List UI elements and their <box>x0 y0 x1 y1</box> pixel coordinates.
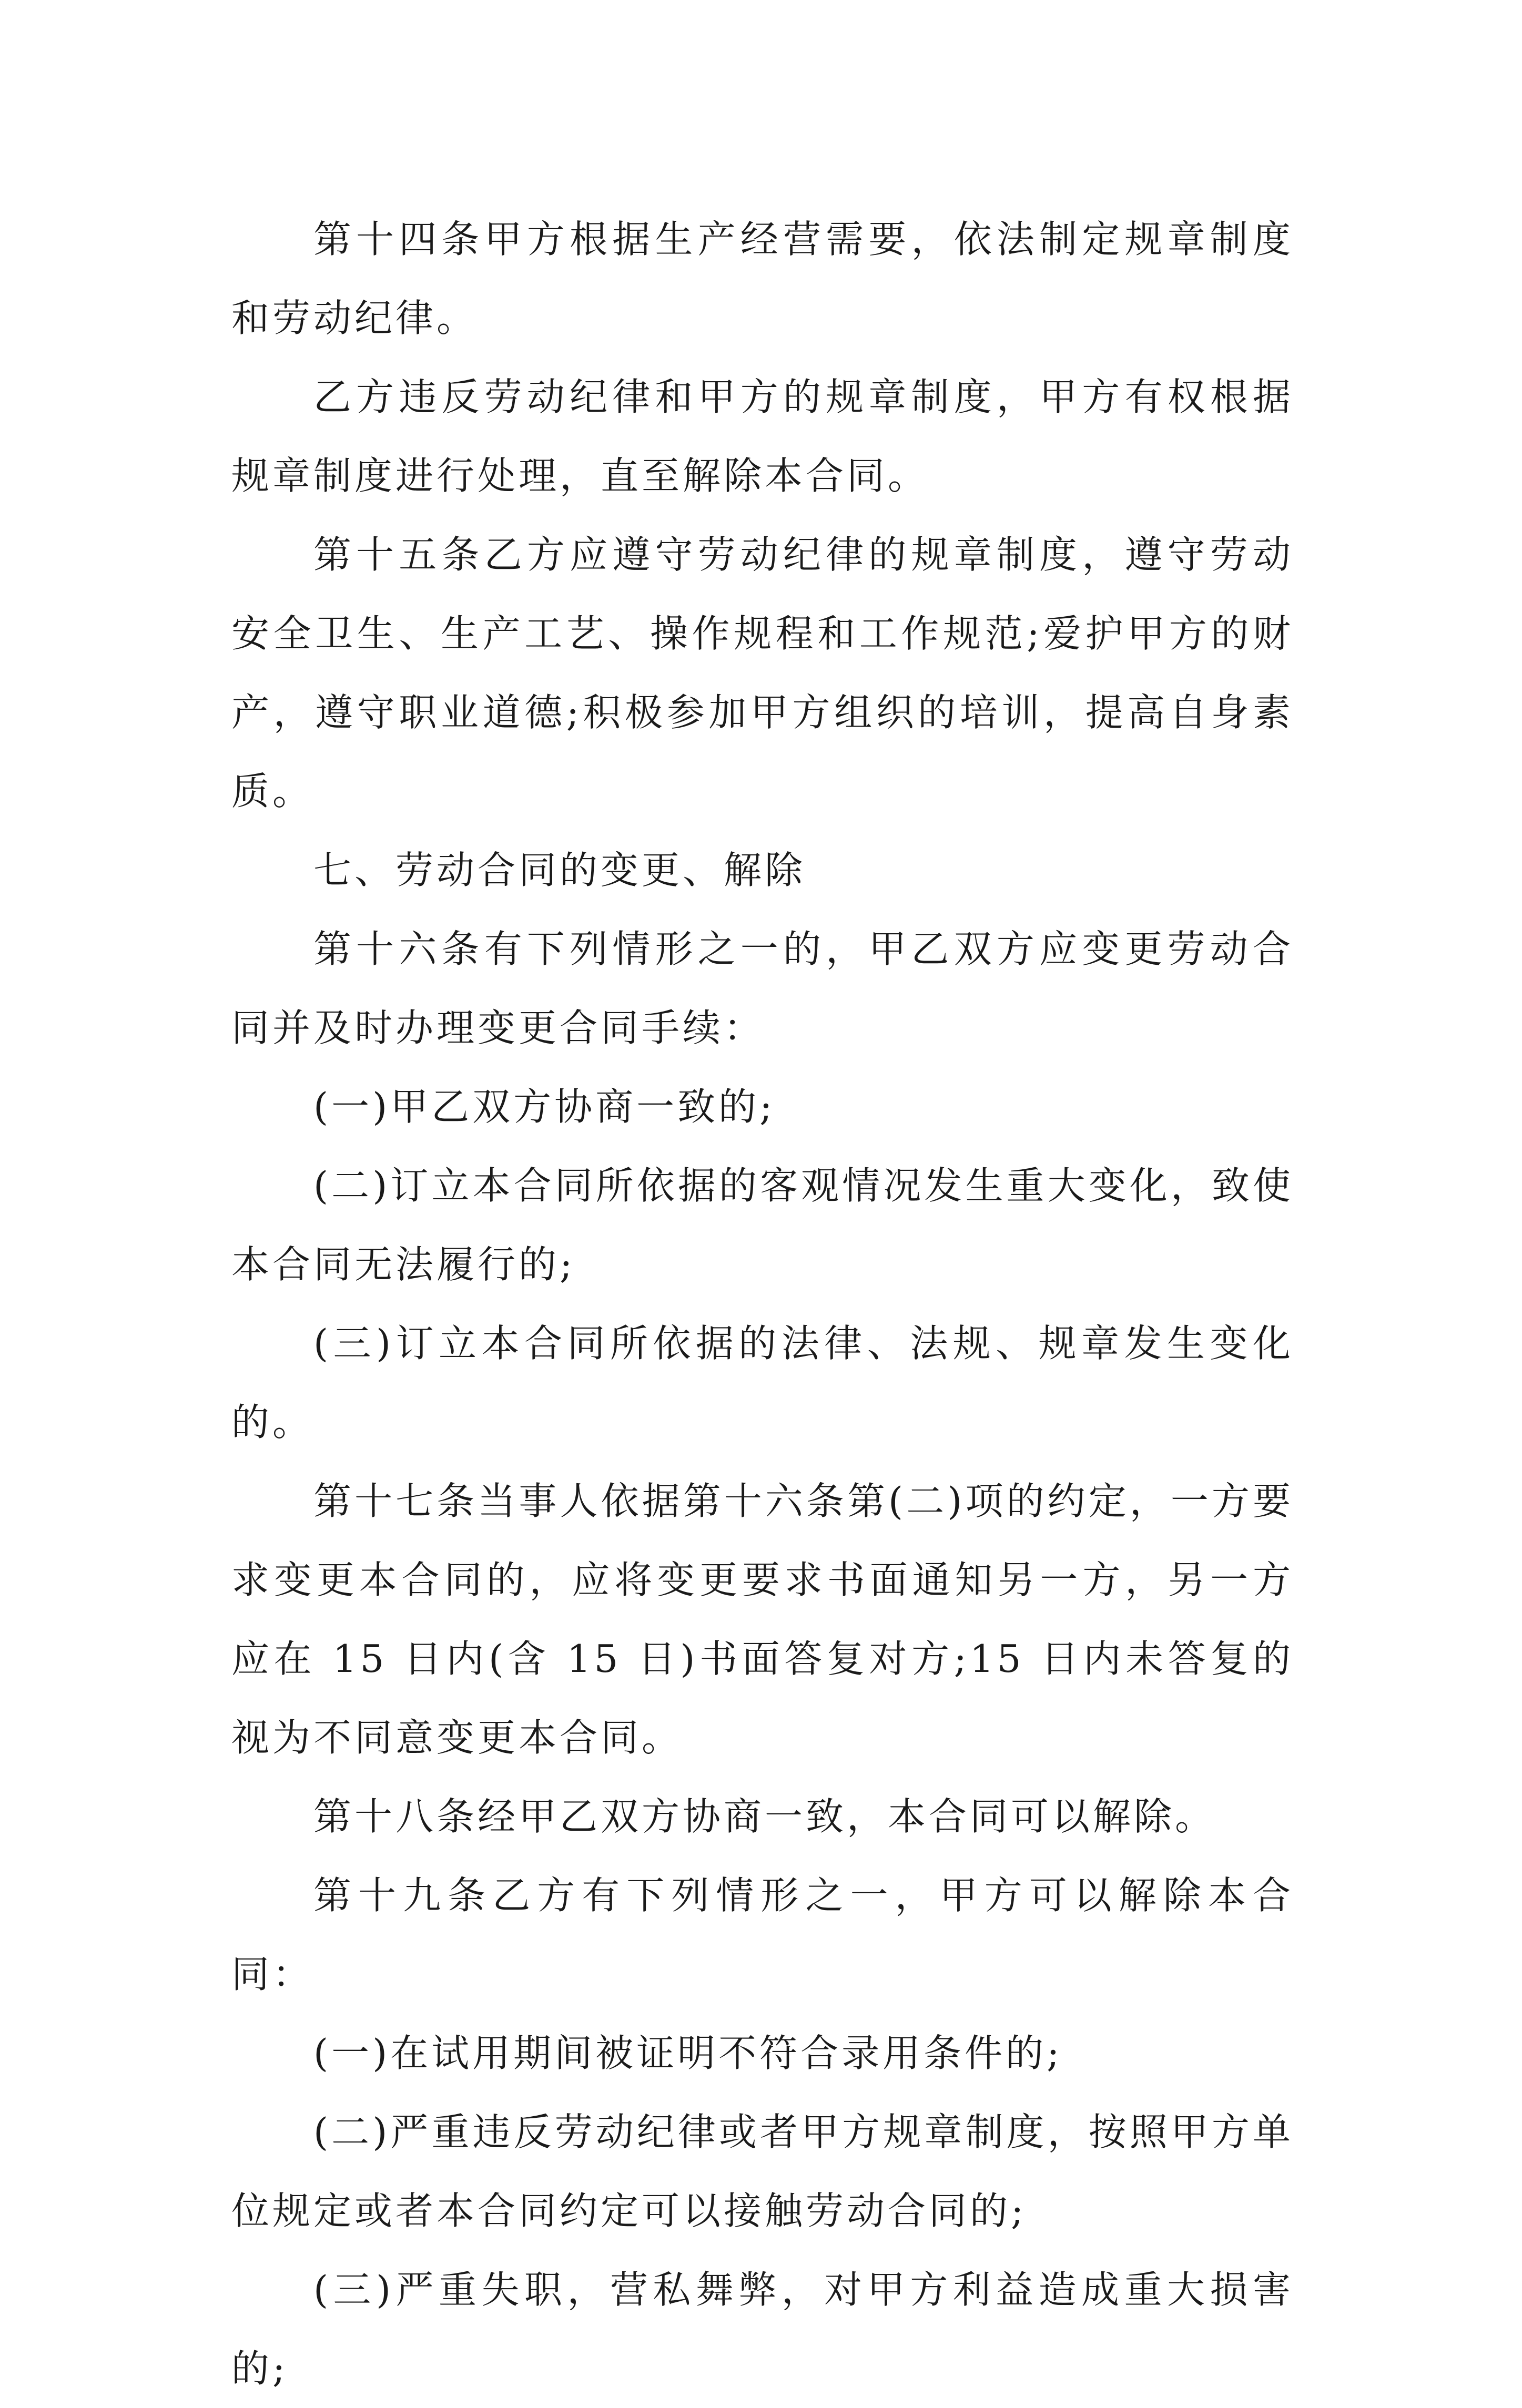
paragraph-article-15: 第十五条乙方应遵守劳动纪律的规章制度，遵守劳动安全卫生、生产工艺、操作规程和工作规范;爱护甲方的财产，遵守职业道德;积极参加甲方组织的培训，提高自身素质。 <box>231 533 1294 813</box>
paragraph-article-16: 第十六条有下列情形之一的，甲乙双方应变更劳动合同并及时办理变更合同手续： <box>231 927 1294 1050</box>
list-item-19-2: (二)严重违反劳动纪律或者甲方规章制度，按照甲方单位规定或者本合同约定可以接触劳动合同的; <box>231 2110 1294 2233</box>
document-body <box>231 200 1294 2408</box>
list-item-16-2: (二)订立本合同所依据的客观情况发生重大变化，致使本合同无法履行的; <box>231 1164 1294 1287</box>
list-item-16-1: (一)甲乙双方协商一致的; <box>313 1085 776 1129</box>
paragraph-article-18: 第十八条经甲乙双方协商一致，本合同可以解除。 <box>313 1794 1216 1839</box>
paragraph-violation-handling: 乙方违反劳动纪律和甲方的规章制度，甲方有权根据规章制度进行处理，直至解除本合同。 <box>231 375 1294 498</box>
section-heading-7: 七、劳动合同的变更、解除 <box>313 848 806 892</box>
paragraph-article-17: 第十七条当事人依据第十六条第(二)项的约定，一方要求变更本合同的，应将变更要求书面通知另一方，另一方应在 15 日内(含 15 日)书面答复对方;15 日内未答复的视为不同意变更本合同。 <box>231 1479 1294 1760</box>
list-item-19-3: (三)严重失职，营私舞弊，对甲方利益造成重大损害的; <box>231 2268 1294 2391</box>
paragraph-article-14: 第十四条甲方根据生产经营需要，依法制定规章制度和劳动纪律。 <box>231 217 1294 340</box>
list-item-16-3: (三)订立本合同所依据的法律、法规、规章发生变化的。 <box>231 1321 1294 1444</box>
paragraph-article-19: 第十九条乙方有下列情形之一，甲方可以解除本合同： <box>231 1873 1294 1996</box>
list-item-19-1: (一)在试用期间被证明不符合录用条件的; <box>313 2031 1063 2075</box>
